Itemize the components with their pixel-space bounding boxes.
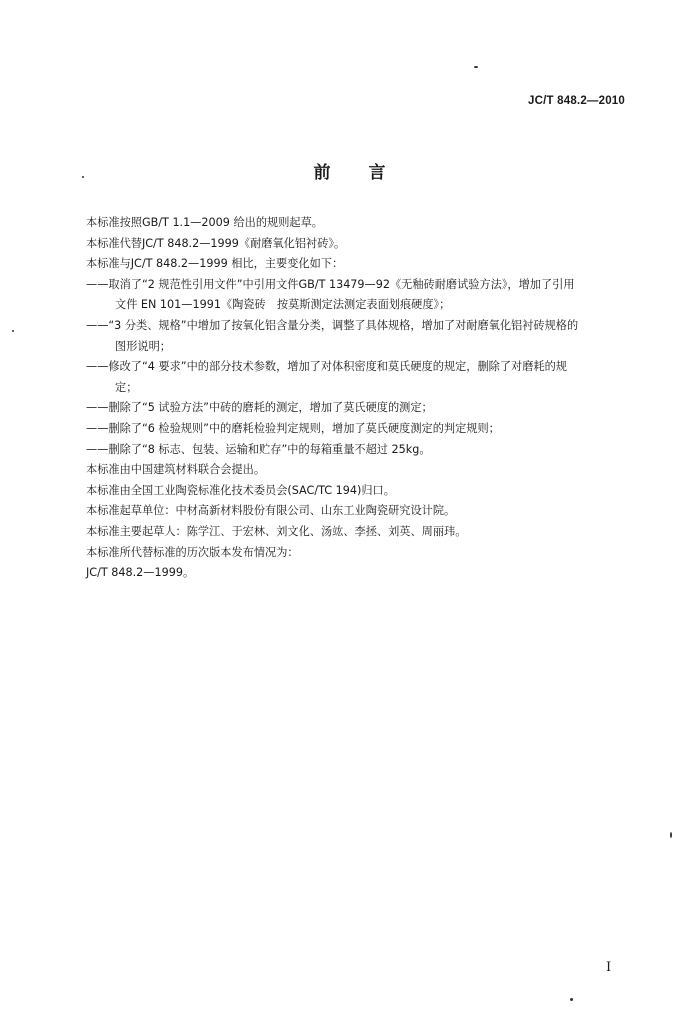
paragraph-line: 本标准主要起草人：陈学江、于宏林、刘文化、汤竑、李拯、刘英、周丽玮。 [86,524,467,538]
title-char-1: 前 [313,163,331,183]
change-item: ——“3 分类、规格”中增加了按氧化铝含量分类，调整了具体规格，增加了对耐磨氧化铝衬砖规格的 [86,318,579,332]
paragraph-line: 本标准代替JC/T 848.2—1999《耐磨氧化铝衬砖》。 [86,236,346,250]
change-item: ——删除了“8 标志、包装、运输和贮存”中的每箱重量不超过 25kg。 [86,442,431,456]
title-char-2: 言 [368,163,386,183]
change-item: ——删除了“6 检验规则”中的磨耗检验判定规则，增加了莫氏硬度测定的判定规则； [86,421,500,435]
scan-speck [82,176,84,178]
scan-speck [12,330,14,332]
page-number: I [606,960,612,975]
change-item: ——取消了“2 规范性引用文件”中引用文件GB/T 13479—92《无釉砖耐磨试验方法》，增加了引用 [86,277,575,291]
page-title [0,158,699,183]
paragraph-line: 本标准起草单位：中材高新材料股份有限公司、山东工业陶瓷研究设计院。 [86,504,456,518]
paragraph-line: 本标准由中国建筑材料联合会提出。 [86,463,266,477]
standard-code: JC/T 848.2—2010 [528,95,625,107]
scan-speck [670,832,672,838]
scan-speck [570,998,573,1001]
change-item-continuation: 文件 EN 101—1991《陶瓷砖 按莫斯测定法测定表面划痕硬度》； [115,298,451,312]
scan-speck [474,66,478,68]
paragraph-line: 本标准按照GB/T 1.1—2009 给出的规则起草。 [86,216,323,229]
paragraph-line: 本标准所代替标准的历次版本发布情况为： [86,545,299,559]
paragraph-line: JC/T 848.2—1999。 [86,566,195,580]
paragraph-line: 本标准由全国工业陶瓷标准化技术委员会(SAC/TC 194)归口。 [86,483,395,497]
change-item-continuation: 图形说明； [115,339,171,353]
paragraph-line: 本标准与JC/T 848.2—1999 相比，主要变化如下： [86,257,344,271]
foreword-body [86,213,632,584]
change-item-continuation: 定； [115,380,138,394]
change-item: ——删除了“5 试验方法”中砖的磨耗的测定，增加了莫氏硬度的测定； [86,401,433,415]
change-item: ——修改了“4 要求”中的部分技术参数，增加了对体积密度和莫氏硬度的规定，删除了对磨耗的规 [86,360,567,374]
